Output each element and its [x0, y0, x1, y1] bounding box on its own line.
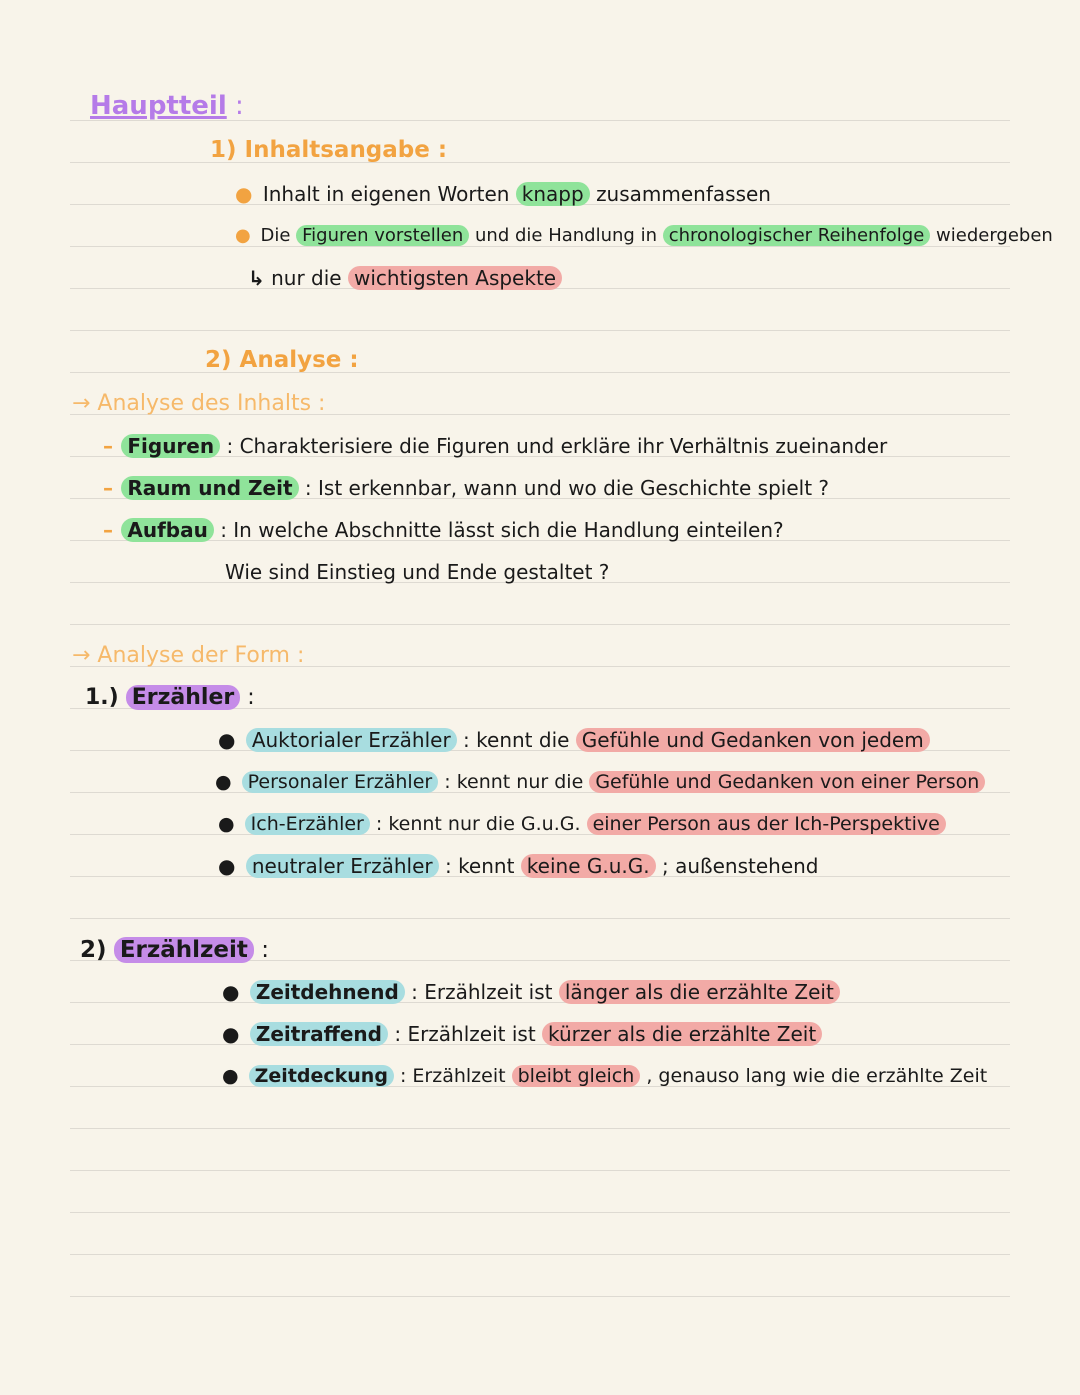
hauptteil-title: Hauptteil — [90, 91, 227, 121]
highlight: Gefühle und Gedanken von jedem — [576, 728, 930, 752]
aufbau-term: Aufbau — [121, 518, 213, 542]
neutraler-line: ● neutraler Erzähler : kennt keine G.u.G. ; außenstehend — [218, 854, 819, 878]
personaler-line: ● Personaler Erzähler : kennt nur die Gefühle und Gedanken von einer Person — [215, 768, 985, 796]
highlight: Gefühle und Gedanken von einer Person — [589, 771, 985, 793]
highlight: Figuren vorstellen — [296, 225, 469, 246]
aufbau-line: – Aufbau : In welche Abschnitte lässt sich die Handlung einteilen? — [103, 518, 784, 542]
inhalt-bullet-2: ● Die Figuren vorstellen und die Handlung in chronologischer Reihenfolge wiedergeben — [235, 225, 1053, 246]
bullet-icon: ● — [222, 980, 240, 1004]
erzaehler-title: Erzähler — [126, 685, 241, 710]
highlight: länger als die erzählte Zeit — [559, 980, 840, 1004]
highlight: kürzer als die erzählte Zeit — [542, 1022, 822, 1046]
analyse-heading: 2) Analyse : — [205, 347, 359, 373]
highlight: knapp — [516, 182, 590, 206]
erzaehlzeit-heading: 2) Erzählzeit : — [80, 937, 269, 963]
aufbau-line-2: Wie sind Einstieg und Ende gestaltet ? — [225, 560, 610, 584]
dash-icon: – — [103, 518, 113, 542]
erzaehlzeit-title: Erzählzeit — [114, 937, 254, 963]
dash-icon: – — [103, 476, 113, 500]
bullet-icon: ● — [235, 182, 253, 206]
raum-zeit-line: – Raum und Zeit : Ist erkennbar, wann und wo die Geschichte spielt ? — [103, 476, 830, 500]
bullet-icon: ● — [218, 728, 236, 752]
hauptteil-colon: : — [235, 91, 244, 121]
figuren-line: – Figuren : Charakterisiere die Figuren und erkläre ihr Verhältnis zueinander — [103, 434, 888, 458]
bullet-icon: ● — [222, 1022, 240, 1046]
zeitraffend-line: ● Zeitraffend : Erzählzeit ist kürzer als die erzählte Zeit — [222, 1020, 822, 1048]
bullet-icon: ● — [235, 225, 251, 246]
zeitdeckung-line: ● Zeitdeckung : Erzählzeit bleibt gleich , genauso lang wie die erzählte Zeit — [222, 1065, 988, 1087]
highlight: keine G.u.G. — [521, 854, 656, 878]
analyse-form-heading: → Analyse der Form : — [72, 643, 305, 668]
bullet-icon: ● — [218, 854, 236, 878]
dash-icon: – — [103, 434, 113, 458]
erzaehler-heading: 1.) Erzähler : — [85, 685, 255, 710]
bullet-icon: ● — [222, 1065, 239, 1087]
main-heading — [90, 92, 244, 120]
inhalt-bullet-1: ● Inhalt in eigenen Worten knapp zusammenfassen — [235, 182, 771, 206]
highlight: bleibt gleich — [512, 1065, 641, 1087]
analyse-inhalt-heading: → Analyse des Inhalts : — [72, 391, 326, 416]
raum-zeit-term: Raum und Zeit — [121, 476, 298, 500]
bullet-icon: ● — [215, 771, 232, 793]
inhalt-subpoint: ↳ nur die wichtigsten Aspekte — [248, 264, 562, 292]
figuren-term: Figuren — [121, 434, 220, 458]
auktorialer-line: ● Auktorialer Erzähler : kennt die Gefühle und Gedanken von jedem — [218, 726, 930, 754]
highlight: einer Person aus der Ich-Perspektive — [587, 813, 946, 835]
inhaltsangabe-heading: 1) Inhaltsangabe : — [210, 137, 448, 163]
zeitdehnend-line: ● Zeitdehnend : Erzählzeit ist länger als die erzählte Zeit — [222, 978, 840, 1006]
bullet-icon: ● — [218, 813, 235, 835]
return-arrow-icon: ↳ — [248, 266, 265, 290]
highlight: wichtigsten Aspekte — [348, 266, 562, 290]
ich-erzaehler-line: ● Ich-Erzähler : kennt nur die G.u.G. einer Person aus der Ich-Perspektive — [218, 810, 946, 838]
highlight: chronologischer Reihenfolge — [663, 225, 931, 246]
